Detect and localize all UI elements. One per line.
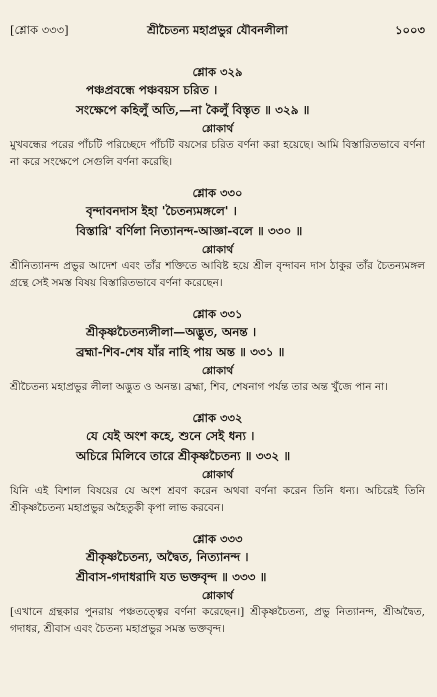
verse-line-2: বিস্তারি' বর্ণিলা নিত্যানন্দ-আজ্ঞা-বলে ॥ ৩৩০ ॥ [76, 224, 303, 238]
verse-block-329 [10, 64, 425, 171]
translation-text: শ্রীনিত্যানন্দ প্রভুর আদেশ এবং তাঁর শক্তিতে আবিষ্ট হয়ে শ্রীল বৃন্দাবন দাস ঠাকুর তাঁর চৈতন্যমঙ্গল গ্রন্থে সেই সমস্ত বিষয় বিস্তারিতভাবে বর্ণনা করেছেন। [10, 260, 425, 289]
translation-label: শ্লোকার্থ [201, 244, 234, 256]
verse-number: শ্লোক ৩৩১ [192, 307, 243, 321]
verse-block-331 [10, 306, 425, 396]
translation-label: শ্লোকার্থ [201, 590, 234, 602]
verse-number: শ্লোক ৩৩২ [192, 411, 243, 425]
verse-line-1: শ্রীকৃষ্ণচৈতন্যলীলা—অদ্ভুত, অনন্ত । [86, 325, 257, 339]
verse-line-2: শ্রীবাস-গদাধরাদি যত ভক্তবৃন্দ ॥ ৩৩৩ ॥ [76, 570, 267, 584]
verse-line-1: যে যেই অংশ কহে, শুনে সেই ধন্য । [86, 429, 255, 443]
header-verse-range: [শ্লোক ৩৩৩] [10, 23, 69, 37]
header-title: শ্রীচৈতন্য মহাপ্রভুর যৌবনলীলা [147, 23, 288, 37]
verse-number: শ্লোক ৩২৯ [192, 65, 243, 79]
verse-block-330 [10, 185, 425, 292]
translation-label: শ্লোকার্থ [201, 123, 234, 135]
verse-line-2: ব্রহ্মা-শিব-শেষ যাঁর নাহি পায় অন্ত ॥ ৩৩১ ॥ [76, 345, 285, 359]
translation-text: শ্রীচৈতন্য মহাপ্রভুর লীলা অদ্ভুত ও অনন্ত। ব্রহ্মা, শিব, শেষনাগ পর্যন্ত তার অন্ত খুঁজে পান না। [10, 381, 388, 393]
verse-line-1: বৃন্দাবনদাস ইহা 'চৈতন্যমঙ্গলে' । [86, 204, 237, 218]
verse-line-2: সংক্ষেপে কহিলুঁ অতি,—না কৈলুঁ বিস্তৃত ॥ ৩২৯ ॥ [76, 103, 310, 117]
verse-number: শ্লোক ৩৩০ [192, 186, 243, 200]
verse-number: শ্লোক ৩৩৩ [192, 532, 243, 546]
running-header [10, 22, 425, 42]
verse-line-1: শ্রীকৃষ্ণচৈতন্য, অদ্বৈত, নিত্যানন্দ । [86, 550, 249, 564]
translation-label: শ্লোকার্থ [201, 365, 234, 377]
verse-block-333 [10, 531, 425, 638]
translation-text: [এখানে গ্রন্থকার পুনরায় পঞ্চতত্ত্বের বর্ণনা করেছেন।] শ্রীকৃষ্ণচৈতন্য, প্রভু নিত্যানন্দ, শ্রীঅদ্বৈত, গদাধর, শ্রীবাস এবং চৈতন্য মহাপ্রভুর সমস্ত ভক্তবৃন্দ। [10, 606, 425, 635]
page-content [10, 64, 425, 652]
verse-line-2: অচিরে মিলিবে তারে শ্রীকৃষ্ণচৈতন্য ॥ ৩৩২ ॥ [76, 449, 291, 463]
translation-label: শ্লোকার্থ [201, 469, 234, 481]
page-number: ১০০৩ [395, 23, 425, 37]
translation-text: যিনি এই বিশাল বিষয়ের যে অংশ শ্রবণ করেন অথবা বর্ণনা করেন তিনি ধন্য। অচিরেই তিনি শ্রীকৃষ্ণচৈতন্য মহাপ্রভুর অহৈতুকী কৃপা লাভ করবেন। [10, 485, 425, 514]
verse-line-1: পঞ্চপ্রবন্ধে পঞ্চবয়স চরিত । [86, 83, 218, 97]
translation-text: মুখবন্ধের পরের পাঁচটি পরিচ্ছেদে পাঁচটি বয়সের চরিত বর্ণনা করা হয়েছে। আমি বিস্তারিতভাবে বর্ণনা না করে সংক্ষেপে সেগুলি বর্ণনা করেছি। [10, 139, 425, 168]
verse-block-332 [10, 410, 425, 517]
